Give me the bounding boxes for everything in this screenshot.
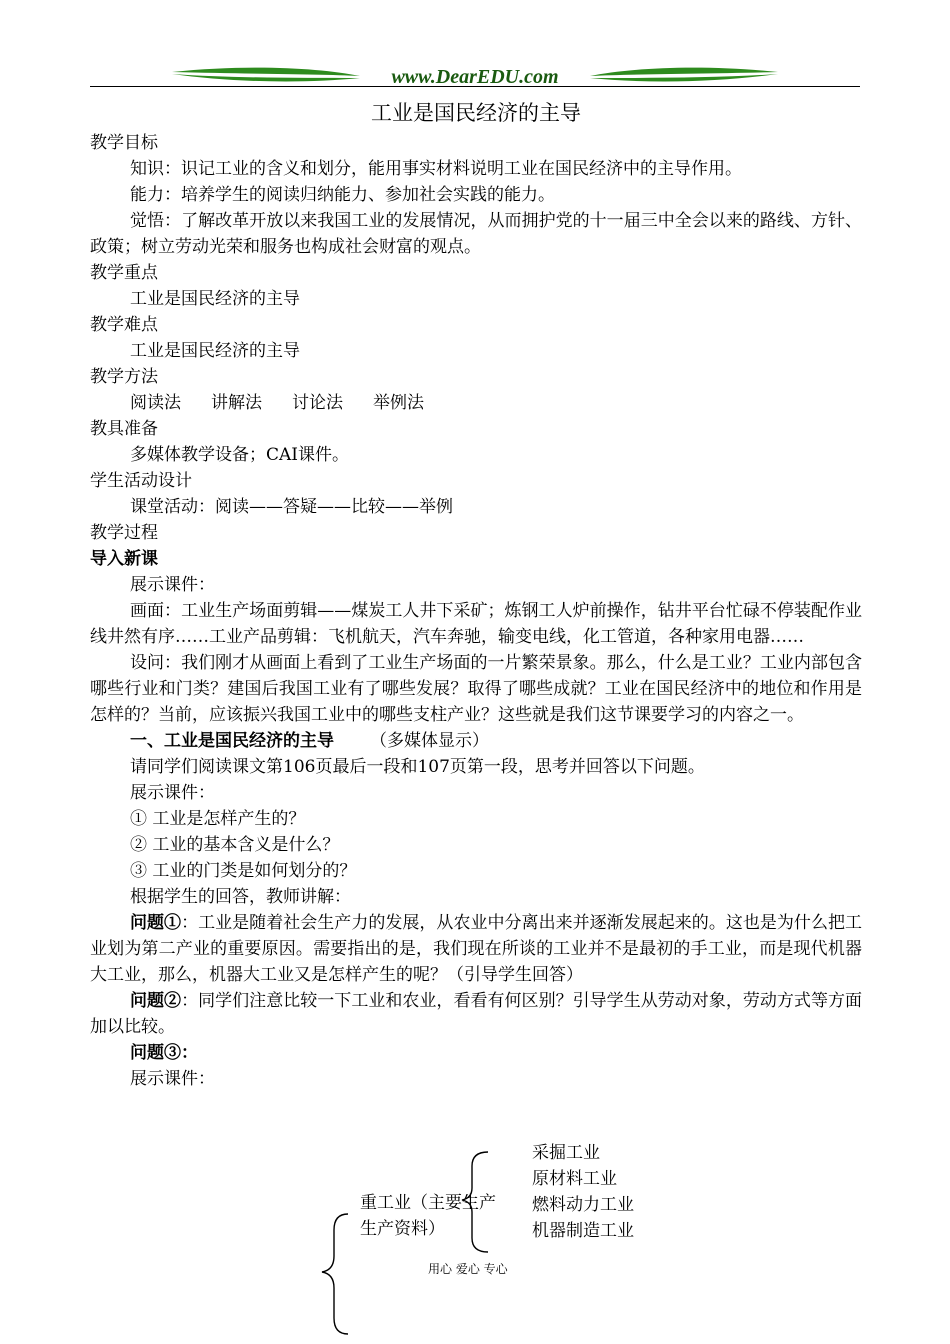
objective-ability: 能力：培养学生的阅读归纳能力、参加社会实践的能力。 [130, 185, 555, 205]
document-body [90, 98, 862, 1092]
answer-3 [90, 1040, 862, 1066]
question-item-1: ① 工业是怎样产生的？ [130, 809, 306, 829]
section-1-title-row [90, 728, 862, 754]
heavy-industry-line1: 重工业（主要生产 [360, 1193, 496, 1213]
show-courseware-2: 展示课件： [130, 783, 215, 803]
section-1-note: （多媒体显示） [370, 731, 489, 751]
answer-3-text: ： [181, 1043, 198, 1063]
process-heading: 教学过程 [90, 523, 158, 543]
method-item: 讲解法 [211, 393, 262, 413]
answer-1 [90, 910, 862, 988]
scene-paragraph: 画面：工业生产场面剪辑——煤炭工人井下采矿；炼钢工人炉前操作，钻井平台忙碌不停装配作业线井然有序……工业产品剪辑：飞机航天，汽车奔驰，输变电线，化工管道，各种家用电器…… [90, 601, 862, 647]
methods-heading: 教学方法 [90, 367, 158, 387]
read-prompt: 请同学们阅读课文第106页最后一段和107页第一段，思考并回答以下问题。 [130, 757, 705, 777]
tools-heading: 教具准备 [90, 419, 158, 439]
question-paragraph: 设问：我们刚才从画面上看到了工业生产场面的一片繁荣景象。那么，什么是工业？工业内部包含哪些行业和门类？建国后我国工业有了哪些发展？取得了哪些成就？工业在国民经济中的地位和作用是怎样的？当前，应该振兴我国工业中的哪些支柱产业？这些就是我们这节课要学习的内容之一。 [90, 653, 862, 725]
method-item: 阅读法 [130, 393, 181, 413]
objective-awareness: 觉悟：了解改革开放以来我国工业的发展情况，从而拥护党的十一届三中全会以来的路线、方针、政策；树立劳动光荣和服务也构成社会财富的观点。 [90, 211, 862, 257]
section-1-title: 一、工业是国民经济的主导 [130, 731, 334, 751]
page-footer: 用心 爱心 专心 [428, 1262, 508, 1276]
large-brace [322, 1214, 348, 1334]
answer-2 [90, 988, 862, 1040]
answer-2-text: ：同学们注意比较一下工业和农业，看看有何区别？引导学生从劳动对象，劳动方式等方面加以比较。 [90, 991, 863, 1037]
heavy-industry-line2: 生产资料） [360, 1219, 445, 1239]
difficulty-heading: 教学难点 [90, 315, 158, 335]
answer-3-label: 问题③ [130, 1043, 181, 1063]
branch-fuel-power: 燃料动力工业 [532, 1195, 634, 1215]
methods-list [90, 390, 862, 416]
show-courseware-1: 展示课件： [130, 575, 215, 595]
method-item: 讨论法 [292, 393, 343, 413]
branch-raw-materials: 原材料工业 [532, 1169, 617, 1189]
method-item: 举例法 [373, 393, 424, 413]
page-title: 工业是国民经济的主导 [371, 101, 581, 125]
branch-mining: 采掘工业 [532, 1143, 600, 1163]
branch-machinery: 机器制造工业 [532, 1221, 634, 1241]
question-item-2: ② 工业的基本含义是什么？ [130, 835, 340, 855]
intro-heading: 导入新课 [90, 549, 158, 569]
key-point-text: 工业是国民经济的主导 [130, 289, 300, 309]
activity-heading: 学生活动设计 [90, 471, 192, 491]
objective-knowledge: 知识：识记工业的含义和划分，能用事实材料说明工业在国民经济中的主导作用。 [130, 159, 742, 179]
teacher-explain: 根据学生的回答，教师讲解： [130, 887, 351, 907]
question-item-3: ③ 工业的门类是如何划分的？ [130, 861, 357, 881]
answer-2-label: 问题② [130, 991, 182, 1011]
logo-text: www.DearEDU.com [391, 66, 559, 88]
tools-text: 多媒体教学设备；CAI课件。 [130, 445, 349, 465]
key-point-heading: 教学重点 [90, 263, 158, 283]
header-rule [90, 86, 860, 87]
answer-1-text: ：工业是随着社会生产力的发展，从农业中分离出来并逐渐发展起来的。这也是为什么把工业划为第二产业的重要原因。需要指出的是，我们现在所谈的工业并不是最初的手工业，而是现代机器大工业，那么，机器大工业又是怎样产生的呢？（引导学生回答） [90, 913, 863, 985]
difficulty-text: 工业是国民经济的主导 [130, 341, 300, 361]
show-courseware-3: 展示课件： [130, 1069, 215, 1089]
activity-text: 课堂活动：阅读——答疑——比较——举例 [130, 497, 453, 517]
objectives-heading: 教学目标 [90, 133, 158, 153]
answer-1-label: 问题① [130, 913, 182, 933]
